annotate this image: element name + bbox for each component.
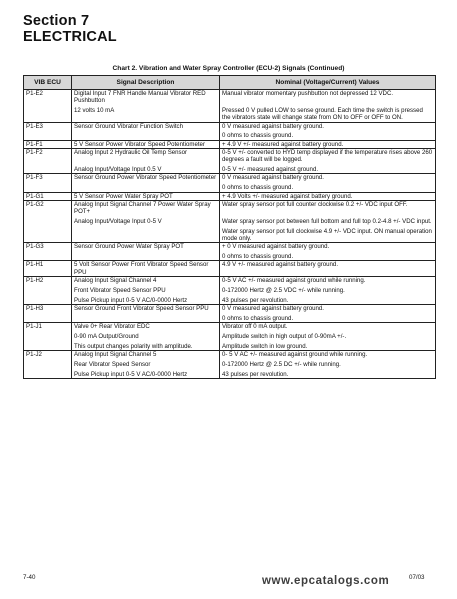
signal-description-cell: Sensor Ground Front Vibrator Speed Sensor PPU (72, 304, 220, 312)
pin-cell (24, 107, 72, 122)
nominal-value-cell: Water spray sensor pot full counter clockwise 0.2 +/- VDC input OFF. (220, 200, 436, 215)
signal-description-cell (72, 184, 220, 192)
table-row (24, 287, 436, 294)
table-row (24, 315, 436, 323)
signal-description-cell (72, 315, 220, 323)
nominal-value-cell: 0 V measured against battery ground. (220, 174, 436, 182)
pin-cell (24, 343, 72, 351)
pin-cell: P1-H1 (24, 261, 72, 277)
nominal-value-cell: 0-5 V +/- measured against ground. (220, 166, 436, 174)
signal-description-cell: 5 Volt Sensor Power Front Vibrator Speed Sensor PPU (72, 261, 220, 277)
pin-cell (24, 253, 72, 261)
nominal-value-cell: 0 V measured against battery ground. (220, 304, 436, 312)
signal-description-cell (72, 132, 220, 140)
nominal-value-cell: Pressed 0 V pulled LOW to sense ground. Each time the switch is pressed the vibrators state will change state from ON to OFF or OFF to ON. (220, 107, 436, 122)
table-header-row (24, 76, 436, 90)
signal-description-cell: Sensor Ground Power Vibrator Speed Potentiometer (72, 174, 220, 182)
nominal-value-cell: 0 V measured against battery ground. (220, 122, 436, 130)
table-row (24, 192, 436, 200)
table-row (24, 350, 436, 358)
signal-description-cell: Analog Input Signal Channel 7 Power Water Spray POT+ (72, 200, 220, 215)
table-row (24, 323, 436, 331)
watermark: www.epcatalogs.com (262, 575, 390, 587)
nominal-value-cell: 43 pulses per revolution. (220, 297, 436, 305)
pin-cell (24, 184, 72, 192)
nominal-value-cell: 0 ohms to chassis ground. (220, 253, 436, 261)
signal-description-cell: Rear Vibrator Speed Sensor (72, 361, 220, 368)
section-title: ELECTRICAL (23, 29, 117, 45)
table-row (24, 297, 436, 305)
pin-cell (24, 361, 72, 368)
pin-cell: P1-J1 (24, 323, 72, 331)
signal-description-cell: Analog Input Signal Channel 5 (72, 350, 220, 358)
pin-cell: P1-F1 (24, 140, 72, 148)
pin-cell: P1-G3 (24, 243, 72, 251)
section-number: Section 7 (23, 13, 90, 29)
table-row (24, 200, 436, 215)
nominal-value-cell: 0-172000 Hertz @ 2.5 VDC +/- while running. (220, 287, 436, 294)
nominal-value-cell: Amplitude switch in low ground. (220, 343, 436, 351)
table-row (24, 140, 436, 148)
signal-description-cell: Pulse Pickup input 0-5 V AC/0-0000 Hertz (72, 297, 220, 305)
table-row (24, 122, 436, 130)
pin-cell: P1-H3 (24, 304, 72, 312)
table-row (24, 304, 436, 312)
pin-cell: P1-H2 (24, 277, 72, 285)
signal-description-cell (72, 253, 220, 261)
signal-description-cell: Sensor Ground Vibrator Function Switch (72, 122, 220, 130)
nominal-value-cell: 43 pulses per revolution. (220, 371, 436, 379)
nominal-value-cell: 0-172000 Hertz @ 2.5 DC +/- while running. (220, 361, 436, 368)
pin-cell (24, 132, 72, 140)
page-number: 7-40 (23, 574, 36, 581)
table-row (24, 184, 436, 192)
signal-description-cell: Digital Input 7 FNR Handle Manual Vibrator RED Pushbutton (72, 90, 220, 105)
table-row (24, 149, 436, 164)
table-row (24, 277, 436, 285)
table-row (24, 90, 436, 105)
nominal-value-cell: 0-5 V +/- converted to HYD temp displayed if the temperature rises above 260 degrees a fault will be logged. (220, 149, 436, 164)
nominal-value-cell: Water spray sensor pot full clockwise 4.9 +/- VDC input. ON manual operation mode only. (220, 228, 436, 243)
nominal-value-cell: Manual vibrator momentary pushbutton not depressed 12 VDC. (220, 90, 436, 105)
table-row (24, 132, 436, 140)
pin-cell (24, 333, 72, 340)
table-row (24, 243, 436, 251)
signal-description-cell: 0-90 mA Output/Ground (72, 333, 220, 340)
section-heading (23, 13, 117, 45)
nominal-value-cell: 0- 5 V AC +/- measured against ground while running. (220, 350, 436, 358)
table-row (24, 174, 436, 182)
pin-cell: P1-G2 (24, 200, 72, 215)
nominal-value-cell: 4.9 V +/- measured against battery ground. (220, 261, 436, 277)
table-row (24, 107, 436, 122)
table-row (24, 361, 436, 368)
nominal-value-cell: + 4.9 V +/- measured against battery ground. (220, 140, 436, 148)
table-row (24, 166, 436, 174)
revision-date: 07/03 (409, 574, 425, 581)
table-row (24, 333, 436, 340)
signal-description-cell: Analog Input/Voltage Input 0-5 V (72, 218, 220, 225)
pin-cell (24, 228, 72, 243)
signal-description-cell: 5 V Sensor Power Vibrator Speed Potentiometer (72, 140, 220, 148)
signal-description-cell: 5 V Sensor Power Water Spray POT (72, 192, 220, 200)
table-row (24, 343, 436, 351)
pin-cell: P1-J2 (24, 350, 72, 358)
signal-description-cell: Analog Input/Voltage Input 0.5 V (72, 166, 220, 174)
nominal-value-cell: Water spray sensor pot between full bottom and full top 0.2-4.8 +/- VDC input. (220, 218, 436, 225)
table-row (24, 261, 436, 277)
nominal-value-cell: 0 ohms to chassis ground. (220, 184, 436, 192)
pin-cell (24, 371, 72, 379)
nominal-value-cell: 0 ohms to chassis ground. (220, 132, 436, 140)
signal-description-cell: Valve 0+ Rear Vibrator EDC (72, 323, 220, 331)
table-row (24, 218, 436, 225)
pin-cell: P1-E3 (24, 122, 72, 130)
nominal-value-cell: Vibrator off 0 mA output. (220, 323, 436, 331)
signal-description-cell: 12 volts 10 mA (72, 107, 220, 122)
signals-table (23, 75, 436, 379)
pin-cell: P1-G1 (24, 192, 72, 200)
nominal-value-cell: 0-5 V AC +/- measured against ground while running. (220, 277, 436, 285)
signal-description-cell: Pulse Pickup input 0-5 V AC/0-0000 Hertz (72, 371, 220, 379)
signal-description-cell: Front Vibrator Speed Sensor PPU (72, 287, 220, 294)
pin-cell: P1-F3 (24, 174, 72, 182)
nominal-value-cell: + 0 V measured against battery ground. (220, 243, 436, 251)
signal-description-cell: This output changes polarity with amplitude. (72, 343, 220, 351)
nominal-value-cell: Amplitude switch in high output of 0-90mA +/-. (220, 333, 436, 340)
pin-cell (24, 218, 72, 225)
signal-description-cell: Sensor Ground Power Water Spray POT (72, 243, 220, 251)
pin-cell (24, 287, 72, 294)
table-row (24, 228, 436, 243)
header-vib-ecu: VIB ECU (24, 76, 72, 90)
pin-cell (24, 297, 72, 305)
signal-description-cell: Analog Input 2 Hydraulic Oil Temp Sensor (72, 149, 220, 164)
chart-title: Chart 2. Vibration and Water Spray Controller (ECU-2) Signals (Continued) (112, 65, 345, 72)
table-row (24, 253, 436, 261)
header-signal-description: Signal Description (72, 76, 220, 90)
signal-description-cell (72, 228, 220, 243)
pin-cell (24, 166, 72, 174)
signal-description-cell: Analog Input Signal Channel 4 (72, 277, 220, 285)
pin-cell (24, 315, 72, 323)
pin-cell: P1-F2 (24, 149, 72, 164)
table-row (24, 371, 436, 379)
nominal-value-cell: + 4.9 Volts +/- measured against battery ground. (220, 192, 436, 200)
pin-cell: P1-E2 (24, 90, 72, 105)
nominal-value-cell: 0 ohms to chassis ground. (220, 315, 436, 323)
header-nominal-values: Nominal (Voltage/Current) Values (220, 76, 436, 90)
